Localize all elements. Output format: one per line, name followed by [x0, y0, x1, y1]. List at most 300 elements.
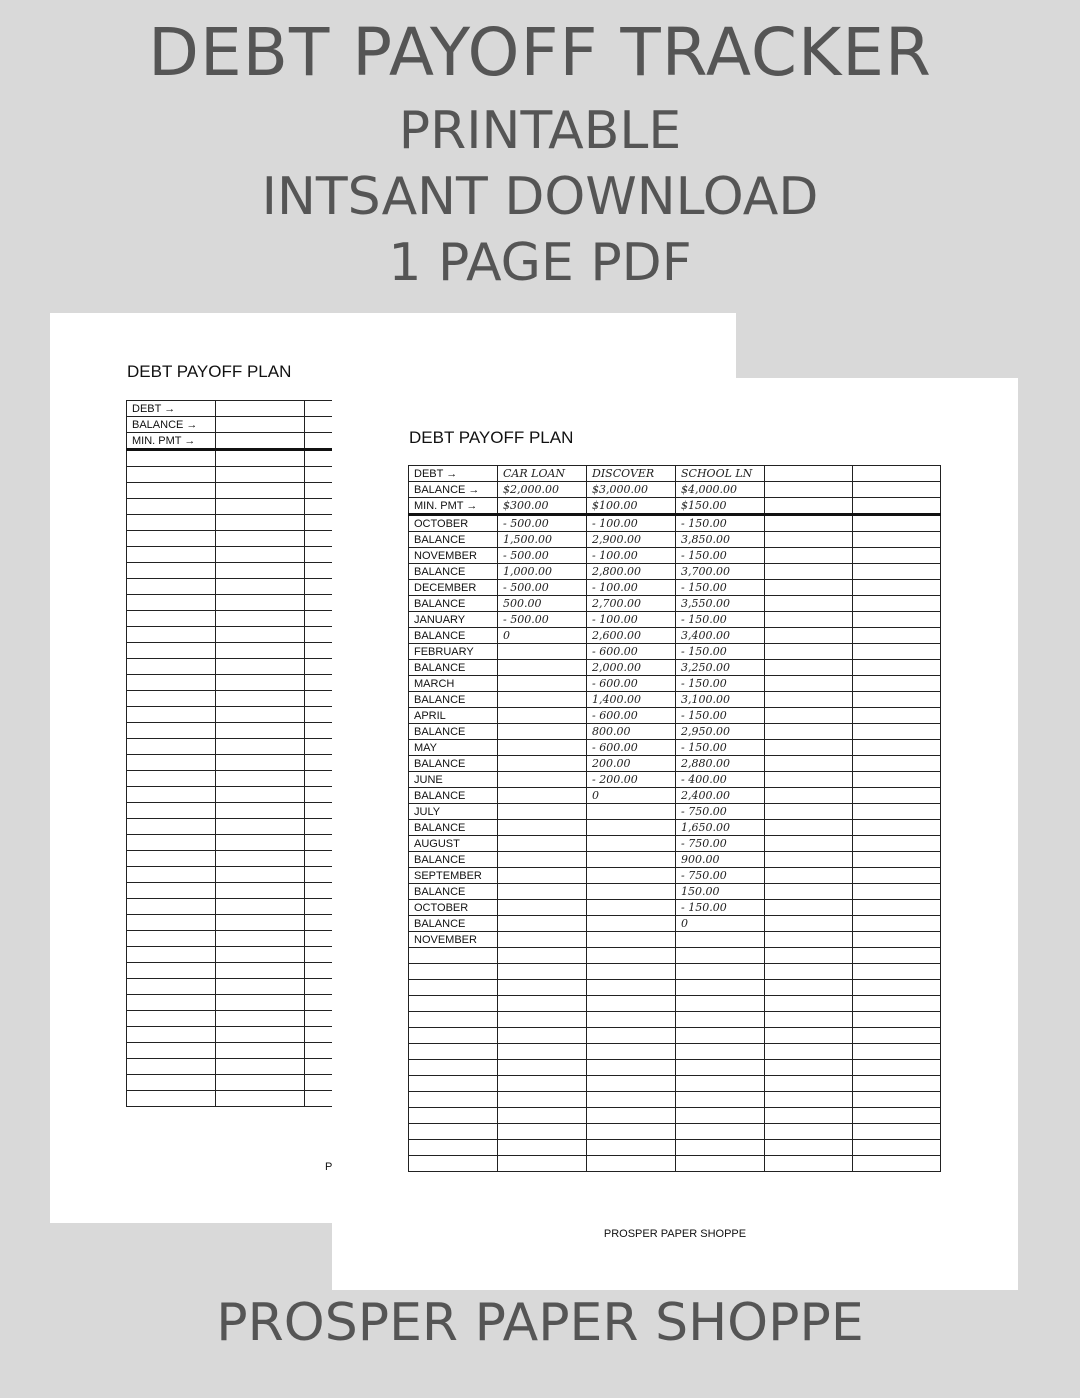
table-cell: [587, 1044, 676, 1060]
table-cell: 800.00: [587, 724, 676, 740]
table-cell: 1,400.00: [587, 692, 676, 708]
table-cell: [765, 740, 853, 756]
table-cell: [765, 836, 853, 852]
table-cell: [587, 804, 676, 820]
table-cell: [127, 899, 216, 915]
table-cell: [409, 1124, 498, 1140]
table-row: [409, 596, 941, 612]
headline-title: DEBT PAYOFF TRACKER: [148, 14, 932, 91]
table-cell: [216, 1075, 305, 1091]
table-cell: [127, 771, 216, 787]
table-cell: [853, 884, 941, 900]
table-cell: [765, 916, 853, 932]
table-cell: [216, 931, 305, 947]
table-cell: [676, 948, 765, 964]
table-cell: [853, 482, 941, 498]
table-cell: 2,800.00: [587, 564, 676, 580]
blank-row: [409, 1156, 941, 1172]
table-cell: [498, 1076, 587, 1092]
row-label: APRIL: [409, 708, 498, 724]
table-cell: [127, 979, 216, 995]
table-cell: [409, 1060, 498, 1076]
table-cell: [853, 515, 941, 532]
table-cell: [498, 900, 587, 916]
table-cell: $300.00: [498, 498, 587, 515]
table-cell: [498, 1012, 587, 1028]
table-cell: [853, 852, 941, 868]
table-cell: [676, 1044, 765, 1060]
back-sheet-footer: P: [325, 1161, 333, 1173]
table-cell: [216, 947, 305, 963]
table-cell: - 400.00: [676, 772, 765, 788]
table-cell: [853, 804, 941, 820]
table-row: [409, 564, 941, 580]
table-row: [409, 788, 941, 804]
table-cell: [409, 1140, 498, 1156]
table-cell: 3,850.00: [676, 532, 765, 548]
table-cell: [765, 788, 853, 804]
table-cell: [127, 755, 216, 771]
table-cell: [676, 932, 765, 948]
table-cell: [127, 1043, 216, 1059]
table-row: [409, 612, 941, 628]
table-cell: [676, 1012, 765, 1028]
table-cell: 2,600.00: [587, 628, 676, 644]
table-header-row: [409, 482, 941, 498]
table-cell: $4,000.00: [676, 482, 765, 498]
table-cell: [853, 708, 941, 724]
table-cell: [765, 708, 853, 724]
table-cell: [216, 643, 305, 659]
table-cell: [127, 595, 216, 611]
table-cell: - 150.00: [676, 548, 765, 564]
table-cell: [409, 1028, 498, 1044]
table-cell: [498, 884, 587, 900]
table-cell: [127, 450, 216, 467]
table-cell: [216, 867, 305, 883]
table-cell: [498, 1124, 587, 1140]
table-cell: [765, 1044, 853, 1060]
row-label: DEBT →: [127, 401, 216, 417]
table-cell: [587, 868, 676, 884]
table-cell: [498, 1156, 587, 1172]
table-cell: [853, 1044, 941, 1060]
table-row: [409, 724, 941, 740]
table-cell: [853, 836, 941, 852]
table-cell: [765, 676, 853, 692]
row-label: BALANCE →: [127, 417, 216, 433]
table-cell: 2,000.00: [587, 660, 676, 676]
table-row: [409, 740, 941, 756]
table-cell: [498, 932, 587, 948]
table-cell: [127, 1059, 216, 1075]
table-cell: [853, 1060, 941, 1076]
table-cell: - 150.00: [676, 708, 765, 724]
table-cell: [498, 948, 587, 964]
table-cell: [127, 627, 216, 643]
table-cell: [765, 1012, 853, 1028]
row-label: JANUARY: [409, 612, 498, 628]
table-cell: $3,000.00: [587, 482, 676, 498]
table-cell: [216, 433, 305, 450]
table-cell: [853, 948, 941, 964]
table-cell: [765, 596, 853, 612]
table-cell: [127, 851, 216, 867]
table-cell: [216, 755, 305, 771]
table-cell: [216, 595, 305, 611]
table-cell: 0: [587, 788, 676, 804]
table-cell: [216, 787, 305, 803]
table-cell: [765, 1140, 853, 1156]
table-cell: 900.00: [676, 852, 765, 868]
blank-row: [409, 1076, 941, 1092]
front-sheet-title: DEBT PAYOFF PLAN: [409, 428, 574, 447]
table-cell: [216, 1011, 305, 1027]
row-label: BALANCE: [409, 692, 498, 708]
table-cell: [127, 723, 216, 739]
table-cell: 0: [676, 916, 765, 932]
table-cell: [127, 579, 216, 595]
table-cell: [853, 788, 941, 804]
blank-row: [409, 1092, 941, 1108]
table-cell: [853, 466, 941, 482]
table-cell: [498, 852, 587, 868]
table-cell: [587, 1108, 676, 1124]
table-cell: - 200.00: [587, 772, 676, 788]
table-cell: $150.00: [676, 498, 765, 515]
table-cell: - 100.00: [587, 612, 676, 628]
row-label: BALANCE: [409, 884, 498, 900]
table-cell: [853, 900, 941, 916]
blank-row: [409, 996, 941, 1012]
table-cell: [676, 964, 765, 980]
row-label: MIN. PMT →: [409, 498, 498, 515]
table-row: [409, 580, 941, 596]
table-cell: [676, 1076, 765, 1092]
table-row: [409, 548, 941, 564]
table-cell: [853, 740, 941, 756]
table-cell: [127, 883, 216, 899]
table-cell: [587, 1076, 676, 1092]
table-cell: 200.00: [587, 756, 676, 772]
table-cell: [127, 915, 216, 931]
blank-row: [409, 1044, 941, 1060]
table-cell: [216, 963, 305, 979]
table-cell: [853, 868, 941, 884]
table-cell: [676, 980, 765, 996]
table-cell: [216, 1027, 305, 1043]
table-cell: 150.00: [676, 884, 765, 900]
table-cell: [498, 1060, 587, 1076]
table-row: [409, 660, 941, 676]
table-cell: [127, 819, 216, 835]
row-label: JUNE: [409, 772, 498, 788]
table-cell: 2,900.00: [587, 532, 676, 548]
table-cell: [765, 852, 853, 868]
table-cell: [587, 916, 676, 932]
table-cell: [765, 515, 853, 532]
table-cell: [216, 915, 305, 931]
table-cell: [498, 804, 587, 820]
row-label: BALANCE: [409, 820, 498, 836]
table-cell: [216, 611, 305, 627]
table-row: [409, 532, 941, 548]
table-cell: [765, 580, 853, 596]
table-cell: [765, 612, 853, 628]
table-cell: [498, 1140, 587, 1156]
table-row: [409, 708, 941, 724]
table-cell: 1,000.00: [498, 564, 587, 580]
table-cell: [853, 964, 941, 980]
table-cell: [498, 820, 587, 836]
table-cell: CAR LOAN: [498, 466, 587, 482]
row-label: NOVEMBER: [409, 932, 498, 948]
table-cell: - 500.00: [498, 580, 587, 596]
table-cell: [765, 868, 853, 884]
table-row: [409, 676, 941, 692]
table-cell: [216, 995, 305, 1011]
table-cell: [765, 482, 853, 498]
row-label: AUGUST: [409, 836, 498, 852]
table-cell: [853, 1124, 941, 1140]
table-row: [409, 900, 941, 916]
table-cell: [127, 531, 216, 547]
table-cell: - 600.00: [587, 676, 676, 692]
table-cell: [853, 1012, 941, 1028]
table-cell: [853, 820, 941, 836]
table-cell: [498, 788, 587, 804]
table-cell: [498, 996, 587, 1012]
table-cell: 3,250.00: [676, 660, 765, 676]
table-cell: [765, 660, 853, 676]
table-cell: $100.00: [587, 498, 676, 515]
table-cell: [587, 932, 676, 948]
table-cell: [409, 948, 498, 964]
table-cell: [587, 852, 676, 868]
row-label: MIN. PMT →: [127, 433, 216, 450]
table-cell: - 100.00: [587, 580, 676, 596]
table-cell: [127, 931, 216, 947]
table-cell: [676, 1108, 765, 1124]
table-cell: [853, 756, 941, 772]
table-cell: DISCOVER: [587, 466, 676, 482]
table-cell: [853, 980, 941, 996]
table-cell: [498, 692, 587, 708]
table-cell: [216, 899, 305, 915]
table-cell: [409, 964, 498, 980]
table-cell: [676, 1060, 765, 1076]
table-cell: 3,400.00: [676, 628, 765, 644]
table-cell: [498, 916, 587, 932]
table-cell: [409, 1156, 498, 1172]
table-cell: [216, 659, 305, 675]
table-cell: [587, 1028, 676, 1044]
table-cell: - 600.00: [587, 740, 676, 756]
table-cell: [127, 867, 216, 883]
table-cell: [498, 756, 587, 772]
back-sheet-title: DEBT PAYOFF PLAN: [127, 362, 292, 381]
table-cell: [853, 564, 941, 580]
table-cell: [765, 1092, 853, 1108]
table-cell: [498, 868, 587, 884]
table-cell: [409, 1076, 498, 1092]
table-cell: [127, 515, 216, 531]
table-cell: [127, 547, 216, 563]
table-cell: - 500.00: [498, 612, 587, 628]
table-cell: [127, 611, 216, 627]
table-cell: [765, 804, 853, 820]
table-cell: [765, 692, 853, 708]
table-cell: [216, 819, 305, 835]
row-label: OCTOBER: [409, 515, 498, 532]
table-cell: [765, 772, 853, 788]
table-cell: [127, 1091, 216, 1107]
row-label: BALANCE: [409, 660, 498, 676]
table-cell: [853, 772, 941, 788]
table-cell: [765, 628, 853, 644]
table-cell: [587, 948, 676, 964]
table-cell: [765, 1028, 853, 1044]
table-cell: [765, 996, 853, 1012]
table-cell: [127, 787, 216, 803]
table-cell: [498, 724, 587, 740]
table-row: [409, 628, 941, 644]
table-cell: [676, 996, 765, 1012]
table-cell: [765, 820, 853, 836]
table-cell: [765, 1076, 853, 1092]
table-cell: [587, 884, 676, 900]
table-cell: [216, 450, 305, 467]
table-cell: - 150.00: [676, 740, 765, 756]
table-cell: [409, 1044, 498, 1060]
row-label: BALANCE: [409, 852, 498, 868]
table-cell: [216, 675, 305, 691]
table-cell: 2,950.00: [676, 724, 765, 740]
blank-row: [409, 1108, 941, 1124]
table-cell: [765, 1124, 853, 1140]
blank-row: [409, 964, 941, 980]
table-cell: 3,700.00: [676, 564, 765, 580]
table-cell: [127, 467, 216, 483]
row-label: SEPTEMBER: [409, 868, 498, 884]
table-cell: [409, 1108, 498, 1124]
table-cell: [587, 1012, 676, 1028]
table-cell: [853, 916, 941, 932]
table-cell: - 150.00: [676, 515, 765, 532]
table-row: [409, 692, 941, 708]
table-cell: [587, 1060, 676, 1076]
table-cell: [676, 1028, 765, 1044]
table-cell: [216, 483, 305, 499]
row-label: BALANCE: [409, 788, 498, 804]
table-cell: [127, 563, 216, 579]
table-cell: 2,880.00: [676, 756, 765, 772]
table-cell: [216, 771, 305, 787]
table-cell: [853, 498, 941, 515]
table-cell: [127, 675, 216, 691]
table-cell: [853, 932, 941, 948]
front-sheet-footer: PROSPER PAPER SHOPPE: [603, 1228, 747, 1240]
table-cell: 1,500.00: [498, 532, 587, 548]
table-cell: [853, 548, 941, 564]
table-cell: - 600.00: [587, 708, 676, 724]
table-cell: [127, 1011, 216, 1027]
row-label: BALANCE: [409, 724, 498, 740]
table-cell: [127, 963, 216, 979]
table-cell: [498, 644, 587, 660]
table-cell: [498, 1028, 587, 1044]
table-cell: [765, 964, 853, 980]
table-cell: [216, 707, 305, 723]
table-cell: [853, 996, 941, 1012]
table-cell: [498, 772, 587, 788]
table-cell: [765, 980, 853, 996]
table-cell: - 150.00: [676, 900, 765, 916]
table-row: [409, 916, 941, 932]
table-header-row: [409, 466, 941, 482]
table-cell: 1,650.00: [676, 820, 765, 836]
table-cell: [127, 835, 216, 851]
table-cell: [853, 596, 941, 612]
table-cell: [127, 707, 216, 723]
table-cell: [127, 995, 216, 1011]
table-cell: [216, 579, 305, 595]
table-cell: [853, 1156, 941, 1172]
table-cell: [676, 1156, 765, 1172]
table-cell: [216, 417, 305, 433]
table-cell: [765, 548, 853, 564]
table-cell: [498, 836, 587, 852]
table-cell: [587, 1124, 676, 1140]
table-cell: [587, 836, 676, 852]
row-label: JULY: [409, 804, 498, 820]
table-cell: [765, 948, 853, 964]
table-cell: [216, 979, 305, 995]
table-cell: [216, 563, 305, 579]
table-cell: 3,100.00: [676, 692, 765, 708]
table-cell: [216, 401, 305, 417]
table-cell: [676, 1124, 765, 1140]
table-row: [409, 852, 941, 868]
table-cell: [216, 723, 305, 739]
row-label: MAY: [409, 740, 498, 756]
row-label: FEBRUARY: [409, 644, 498, 660]
table-cell: [216, 627, 305, 643]
table-cell: - 500.00: [498, 548, 587, 564]
table-cell: [216, 499, 305, 515]
table-cell: [216, 1043, 305, 1059]
table-row: [409, 820, 941, 836]
row-label: BALANCE: [409, 564, 498, 580]
row-label: BALANCE: [409, 532, 498, 548]
blank-row: [409, 1124, 941, 1140]
front-sheet-preview: [332, 378, 1018, 1290]
table-cell: [765, 564, 853, 580]
headline-page-count: 1 PAGE PDF: [388, 233, 692, 293]
table-cell: [765, 900, 853, 916]
table-cell: [127, 947, 216, 963]
table-cell: [853, 1028, 941, 1044]
table-cell: [498, 708, 587, 724]
table-cell: - 600.00: [587, 644, 676, 660]
table-cell: [853, 580, 941, 596]
table-cell: [853, 1076, 941, 1092]
row-label: OCTOBER: [409, 900, 498, 916]
table-cell: [127, 691, 216, 707]
table-cell: - 100.00: [587, 548, 676, 564]
table-cell: [765, 1060, 853, 1076]
table-row: [409, 836, 941, 852]
